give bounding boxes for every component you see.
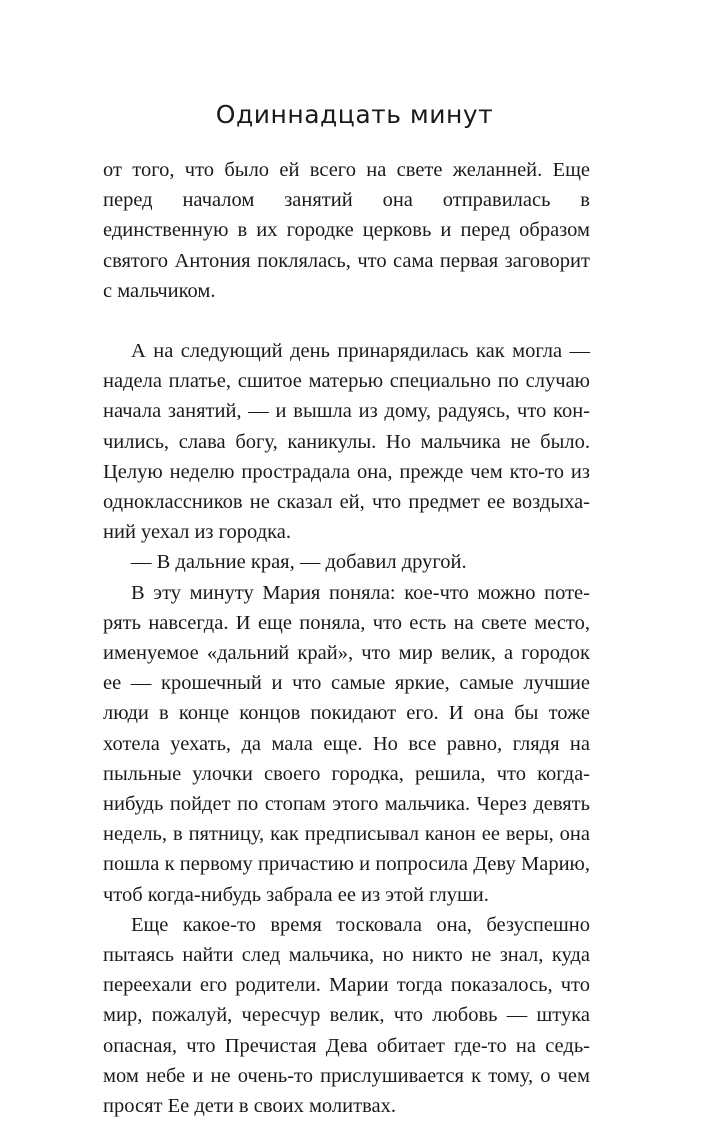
paragraph-5: Еще какое-то время тосковала она, безуспешно пытаясь найти след мальчика, но никто не знал, куда переехали его родители. Марии тогда показалось, что мир, пожалуй, чересчур велик, что любовь — штука опасная, что Пречистая Дева обитает где-то на седьмом небе и не очень-то прислушивается к тому, о чем просят Ее дети в своих молитвах.	[103, 913, 590, 1118]
running-header: Одиннадцать минут	[215, 100, 494, 129]
paragraph-1: от того, что было ей всего на свете желанней. Еще перед началом занятий она отправилась в единственную в их городке церковь и перед образом святого Антония поклялась, что сама первая заговорит с мальчиком.	[103, 159, 590, 302]
paragraph-2: А на следующий день принарядилась как могла — надела платье, сшитое матерью специально по случаю начала занятий, — и вышла из дому, радуясь, что кончились, слава богу, каникулы. Но мальчика не было. Целую неделю прострадала она, прежде чем кто-то из одноклассников не сказал ей, что предмет ее воздыханий уехал из городка.	[103, 340, 590, 544]
paragraph-4: В эту минуту Мария поняла: кое-что можно потерять навсегда. И еще поняла, что есть на свете место, именуемое «дальний край», что мир велик, а городок ее — крошечный и что самые яркие, самые лучшие люди в конце концов покидают его. И она бы тоже хотела уехать, да мала еще. Но все равно, глядя на пыльные улочки своего городка, решила, что когда-нибудь пойдет по стопам этого мальчика. Через девять недель, в пятницу, как предписывал канон ее веры, она пошла к первому причастию и попросила Деву Марию, чтоб когда-нибудь забрала ее из этой глуши.	[103, 581, 590, 906]
body-text	[103, 155, 590, 1121]
paragraph-3: — В дальние края, — добавил другой.	[131, 551, 467, 574]
